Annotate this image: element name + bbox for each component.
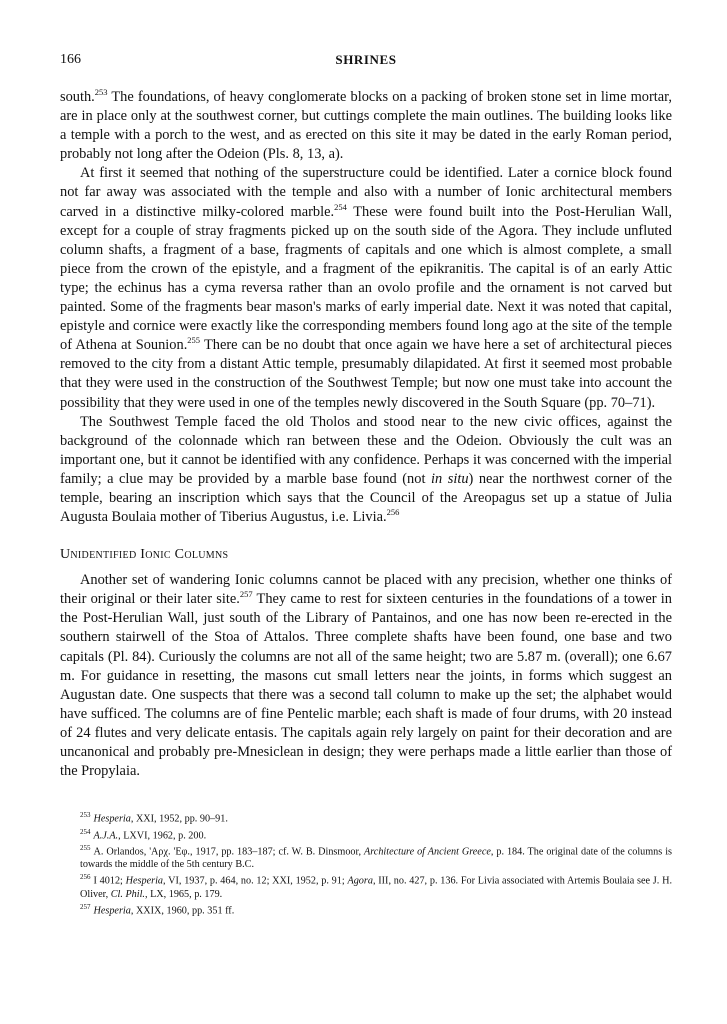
footnote: $^{253}$ Hesperia, XXI, 1952, pp. 90–91. xyxy=(80,811,228,825)
italic-text: in situ xyxy=(431,470,469,487)
italic-text: A.J.A. xyxy=(93,829,119,841)
footnote-ref: 256 xyxy=(386,507,400,518)
italic-text: Agora xyxy=(347,875,373,887)
footnote-number: 254 xyxy=(80,827,91,836)
footnote: $^{254}$ A.J.A., LXVI, 1962, p. 200. xyxy=(80,827,207,841)
paragraph: At first it seemed that nothing of the superstructure could be identified. Later a cornice block found not far away was associated with the temple and also with a number of Ionic architectural members carved in a distinctive milky-colored marble.$^{254}$ These were found built into the Post-Herulian Wall, except for a couple of stray fragments picked up on the south side of the Agora. They include unfluted column shafts, a fragment of a base, fragments of capitals and one which is almost complete, a small piece from the crown of the epistyle, and a fragment of the epikranitis. The capital is of an early Attic type; the echinus has a cyma reversa rather than an ovolo profile and the ornament is not carved but painted. Some of the fragments bear mason's marks of early imperial date. Next it was noted that capital, epistyle and cornice were exactly like the corresponding members found long ago at the site of the temple of Athena at Sounion.$^{255}$ There can be no doubt that once again we have here a set of architectural pieces removed to the city from a distant Attic temple, presumably dilapidated. At first it seemed most probable that they were used in the construction of the Southwest Temple; but now one must take into account the possibility that they were used in one of the temples newly discovered in the South Square (pp. 70–71). xyxy=(60,165,672,411)
footnote-number: 255 xyxy=(80,843,91,852)
paragraph: Another set of wandering Ionic columns cannot be placed with any precision, whether one thinks of their original or their later site.$^{257}$ They came to rest for sixteen centuries in the foundations of a tower in the Post-Herulian Wall, just south of the Library of Pantainos, and one has now been re-erected in the southern stairwell of the Stoa of Attalos. Three complete shafts have been found, one base and two capitals (Pl. 84). Curiously the columns are not all of the same height; two are 5.87 m. (overall); one 6.67 m. For guidance in resetting, the masons cut small letters near the joints, in forms which suggest an Augustan date. One suspects that there was a second tall column to make up the set; the alphabet would have sufficed. The columns are of fine Pentelic marble; each shaft is made of four drums, with 20 instead of 24 flutes and very delicate entasis. The capitals again rely largely on paint for their decoration and are uncanonical and probably pre-Mnesiclean in design; they were perhaps made a little earlier than those of the Propylaia. xyxy=(60,572,673,780)
italic-text: Hesperia xyxy=(125,875,163,887)
page-number: 166 xyxy=(60,52,81,67)
footnote-ref: 254 xyxy=(334,201,347,212)
footnote-ref: 253 xyxy=(94,87,108,98)
section-heading: Unidentified Ionic Columns xyxy=(60,547,229,563)
page-header xyxy=(60,50,672,70)
footnotes xyxy=(60,809,672,917)
footnote: $^{256}$ I 4012; Hesperia, VI, 1937, p. 464, no. 12; XXI, 1952, p. 91; Agora, III, no. 427, p. 136. For Livia associated with Artemis Boulaia see J. H. Oliver, Cl. Phil., LX, 1965, p. 179. xyxy=(80,873,672,900)
paragraph: The Southwest Temple faced the old Tholos and stood near to the new civic offices, against the background of the colonnade which ran between these and the Odeion. Obviously the cult was an important one, but it cannot be identified with any confidence. Perhaps it was concerned with the imperial family; a clue may be provided by a marble base found (not in situ) near the northwest corner of the temple, bearing an inscription which says that the Council of the Areopagus set up a statue of Julia Augusta Boulaia mother of Tiberius Augustus, i.e. Livia.$^{256}$ xyxy=(60,413,672,526)
footnote-ref: 257 xyxy=(239,589,253,600)
italic-text: Hesperia xyxy=(93,905,131,917)
italic-text: Cl. Phil. xyxy=(110,888,145,900)
running-head: SHRINES xyxy=(335,52,397,67)
footnote-number: 257 xyxy=(80,902,91,911)
body-text xyxy=(60,88,672,781)
page xyxy=(60,50,672,917)
footnote: $^{257}$ Hesperia, XXIX, 1960, pp. 351 ff. xyxy=(80,902,235,917)
footnote-number: 256 xyxy=(80,873,91,882)
footnote: $^{255}$ A. Orlandos, 'Αρχ. 'Εφ., 1917, pp. 183–187; cf. W. B. Dinsmoor, Architecture of Ancient Greece, p. 184. The original date of the columns is towards the middle of the 5th century B.C. xyxy=(80,843,672,871)
italic-text: Hesperia xyxy=(93,813,131,825)
footnote-number: 253 xyxy=(80,811,91,820)
footnote-ref: 255 xyxy=(187,335,201,346)
paragraph: south.$^{253}$ The foundations, of heavy conglomerate blocks on a packing of broken stone set in lime mortar, are in place only at the southwest corner, but cuttings complete the main outlines. The building looks like a temple with a porch to the west, and as erected on this site it may be dated in the early Roman period, probably not long after the Odeion (Pls. 8, 13, a). xyxy=(60,87,672,163)
italic-text: Architecture of Ancient Greece xyxy=(363,846,491,858)
